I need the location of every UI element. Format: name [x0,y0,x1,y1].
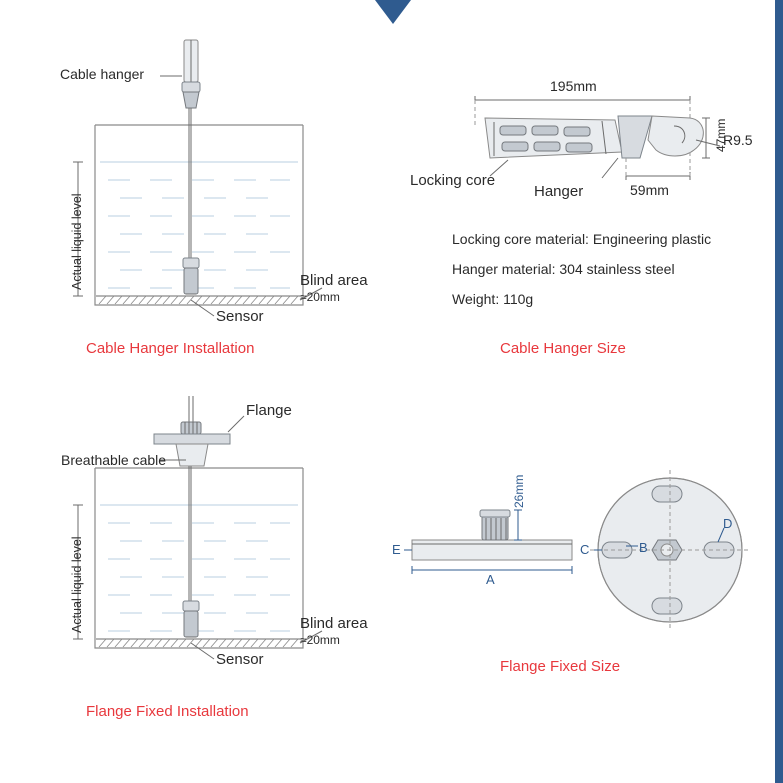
label-breathable-cable: Breathable cable [61,452,167,468]
dim-height-26mm: 26mm [512,474,526,508]
label-cable-hanger: Cable hanger [60,66,145,82]
callout-a: A [486,572,495,587]
label-sensor-2: Sensor [216,651,264,668]
flange-fixed-size-drawing [390,370,783,783]
label-blind-area-value: ≈20mm [300,290,340,304]
dim-height-47mm: 47mm [714,118,728,152]
caption-cable-hanger-size: Cable Hanger Size [500,340,626,357]
spec-locking-core-material: Locking core material: Engineering plastic [452,231,712,247]
panel-flange-fixed-installation [0,370,390,783]
label-flange: Flange [246,402,292,419]
caption-flange-fixed-installation: Flange Fixed Installation [86,703,249,720]
label-locking-core: Locking core [410,172,496,189]
caption-cable-hanger-installation: Cable Hanger Installation [86,340,255,357]
panel-flange-fixed-size [390,370,783,783]
panel-cable-hanger-installation [0,0,390,370]
dim-radius-r95: R9.5 [723,132,753,148]
dim-length-195mm: 195mm [550,78,597,94]
flange-fixed-installation-drawing [0,370,390,783]
callout-d: D [723,516,733,531]
callout-b: B [639,540,648,555]
spec-weight: Weight: 110g [452,291,534,307]
caption-flange-fixed-size: Flange Fixed Size [500,658,621,675]
callout-c: C [580,542,590,557]
label-hanger: Hanger [534,183,584,200]
label-blind-area: Blind area [300,272,368,289]
dim-width-59mm: 59mm [630,182,669,198]
callout-e: E [392,542,401,557]
label-blind-area-2: Blind area [300,615,368,632]
label-blind-area-value-2: ≈20mm [300,633,340,647]
label-actual-liquid-level-2: Actual liquid level [70,536,84,633]
label-sensor: Sensor [216,308,264,325]
panel-cable-hanger-size [390,0,783,370]
label-actual-liquid-level: Actual liquid level [70,193,84,290]
cable-hanger-installation-drawing [0,0,390,370]
spec-hanger-material: Hanger material: 304 stainless steel [452,261,675,277]
